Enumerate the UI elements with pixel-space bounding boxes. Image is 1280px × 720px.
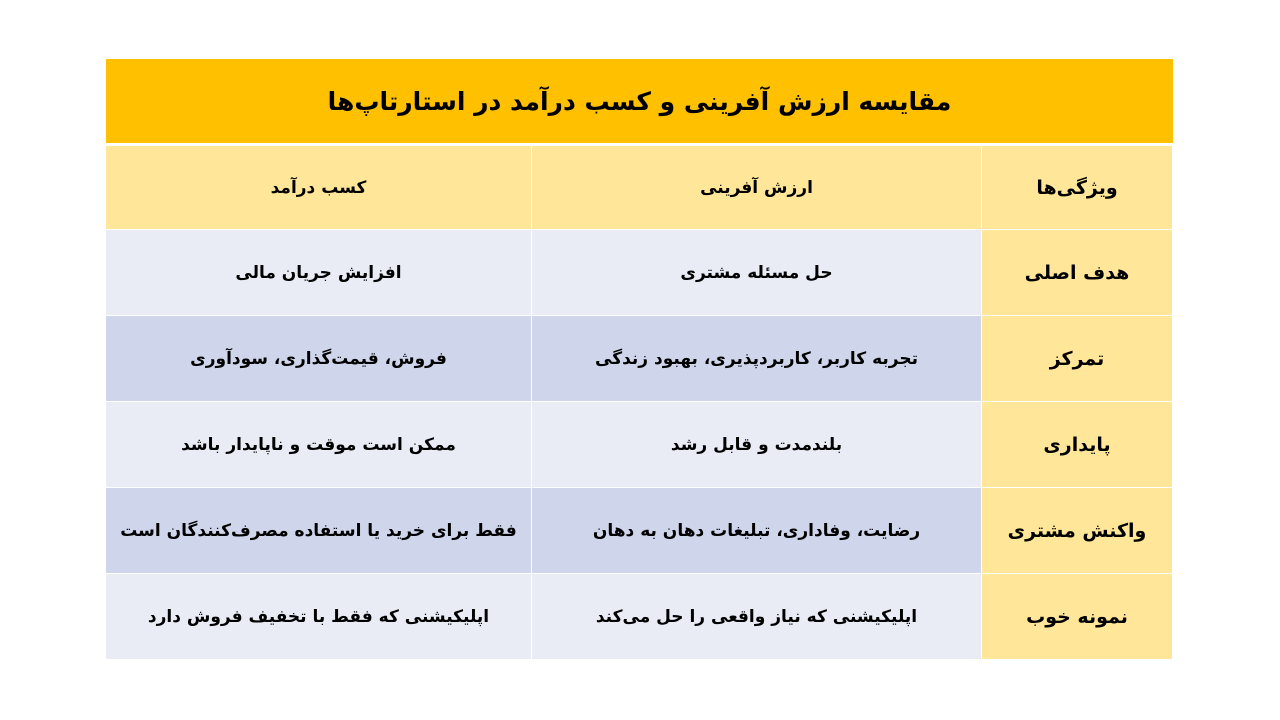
row-feature: تمرکز [982,316,1173,402]
header-revenue: کسب درآمد [106,146,532,230]
table-row [106,230,1173,316]
row-revenue: افزایش جریان مالی [106,230,532,316]
table-title: مقایسه ارزش آفرینی و کسب درآمد در استارتاپ‌ها [106,59,1173,145]
row-value-creation: حل مسئله مشتری [532,230,982,316]
row-revenue: فقط برای خرید یا استفاده مصرف‌کنندگان است [106,488,532,574]
table-row [106,316,1173,402]
header-row [106,146,1173,230]
row-value-creation: بلندمدت و قابل رشد [532,402,982,488]
row-feature: پایداری [982,402,1173,488]
row-value-creation: رضایت، وفاداری، تبلیغات دهان به دهان [532,488,982,574]
row-value-creation: اپلیکیشنی که نیاز واقعی را حل می‌کند [532,574,982,660]
row-value-creation: تجربه کاربر، کاربردپذیری، بهبود زندگی [532,316,982,402]
row-revenue: ممکن است موقت و ناپایدار باشد [106,402,532,488]
header-feature: ویژگی‌ها [982,146,1173,230]
header-value-creation: ارزش آفرینی [532,146,982,230]
row-revenue: فروش، قیمت‌گذاری، سودآوری [106,316,532,402]
comparison-table [106,59,1173,661]
row-revenue: اپلیکیشنی که فقط با تخفیف فروش دارد [106,574,532,660]
comparison-grid [105,145,1173,660]
row-feature: واکنش مشتری [982,488,1173,574]
table-row [106,402,1173,488]
table-row [106,574,1173,660]
row-feature: نمونه خوب [982,574,1173,660]
table-row [106,488,1173,574]
row-feature: هدف اصلی [982,230,1173,316]
